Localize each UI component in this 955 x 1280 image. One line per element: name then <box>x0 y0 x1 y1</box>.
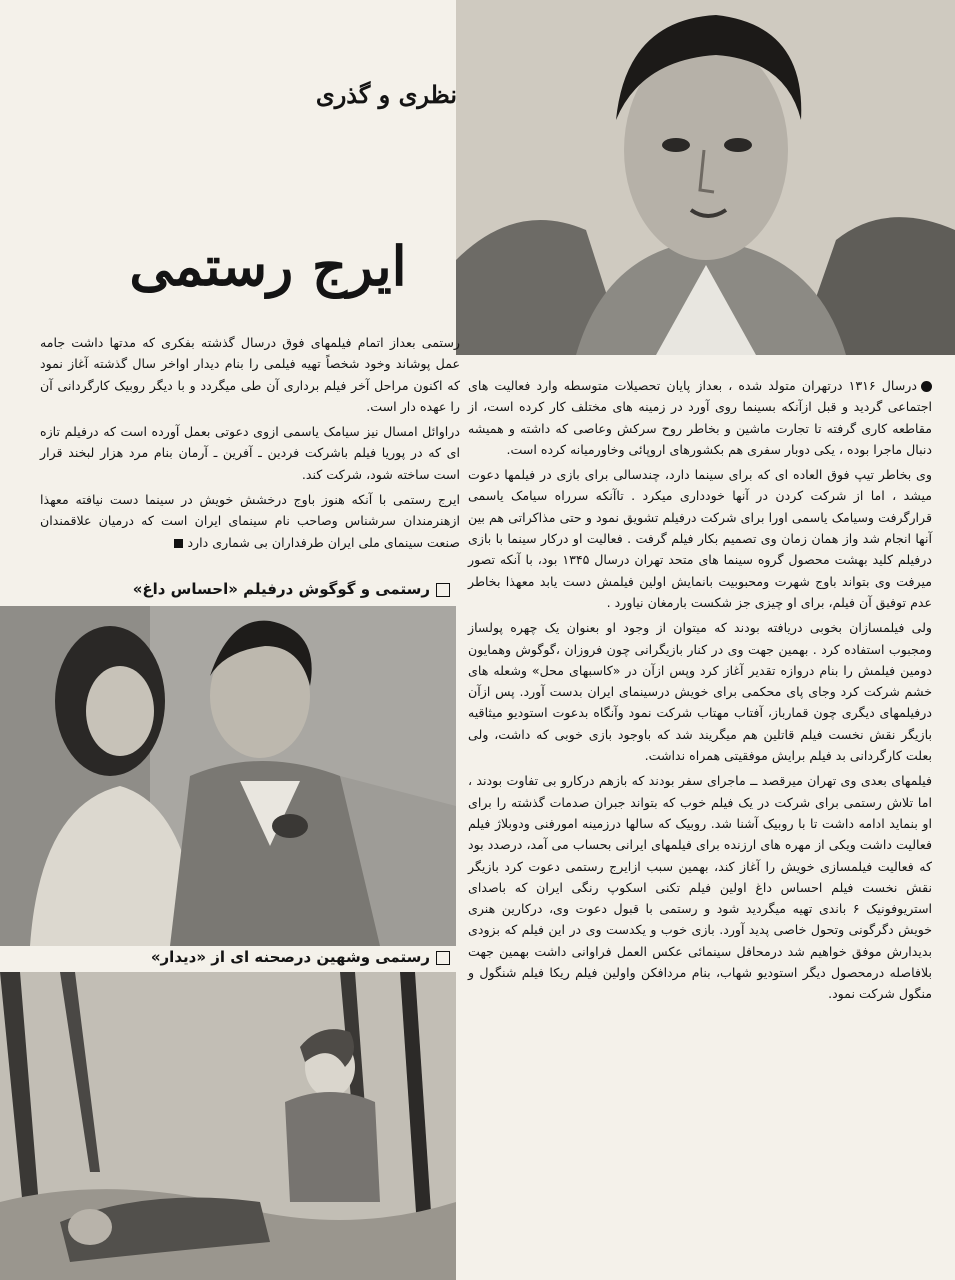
right-paragraph-4: فیلمهای بعدی وی تهران میرقصد ــ ماجرای سفر بودند که بازهم درکارو بی تفاوت بودند ، اما تلاش رستمی برای شرکت در یک فیلم خوب که بتواند جبران صدمات گذشته را برای او بنماید ادامه داشت تا با روبیک آشنا شد. روبیک که سالها درزمینه امورفنی ودوبلاژ فیلم فعالیت داشت ویکی از مهره های ارزنده برای فیلمهای ایرانی بحساب می آمد، درصدد بود که فعالیت فیلمسازی خویش را آغاز کند، بهمین سبب ازایرج رستمی دعوت کرد بازیگر نقش نخست فیلم احساس داغ اولین فیلم تکنی اسکوپ رنگی ایران که باصدای استریوفونیک ۶ باندی تهیه میگردید شود و رستمی با قبول دعوت وی، درکارین هنری خویش دگرگونی وتحول خاصی پدید آورد. بازی خوب و یکدست وی در این فیلم که بزودی بدیدارش موفق خواهیم شد درمحافل سینمائی عکس العمل فراوانی داشت بهمین جهت بلافاصله درمحصول دیگر استودیو شهاب، بنام مردافکن واولین فیلم ریکا فیلم شنگول و منگول شرکت نمود. <box>468 773 932 1002</box>
film-still-2-image <box>0 972 456 1280</box>
portrait-photo <box>456 0 955 355</box>
portrait-image <box>456 0 955 355</box>
right-paragraph-2: وی بخاطر تیپ فوق العاده ای که برای سینما دارد، چندسالی برای بازی در فیلمها دعوت میشد ، اما از شرکت کردن در آنها خودداری میکرد . تاآنکه سرراه سیامک یاسمی قرارگرفت وسیامک یاسمی اورا برای شرکت درفیلم تشویق نمود و حتی مذاکراتی هم بین آنها انجام شد واز همان زمان وی تصمیم بکار فیلم گرفت . فعالیت او درکار سینما با بازی درفیلم کلید بهشت محصول گروه سینما های متحد تهران درسال ۱۳۴۵ بود، با آنکه تصور میرفت وی بتواند باوج شهرت ومحبوبیت بانمایش اولین فیلمش دست یابد معهذا بخاطر عدم توفیق آن فیلم، برای او چیزی جز شکست بارمغان نیاورد . <box>468 467 932 610</box>
film-still-1 <box>0 606 456 946</box>
right-text-column <box>468 375 932 1255</box>
caption-box-icon <box>436 951 450 965</box>
page-title: ایرج رستمی <box>129 234 407 298</box>
bullet-icon <box>921 381 932 392</box>
film-still-2 <box>0 972 456 1280</box>
caption-still-1-text: رستمی و گوگوش درفیلم «احساس داغ» <box>132 580 430 598</box>
caption-still-1 <box>132 580 450 598</box>
end-square-icon <box>174 539 183 548</box>
left-text-column <box>40 332 460 572</box>
right-paragraph-3: ولی فیلمسازان بخوبی دریافته بودند که میتوان از وجود او بعنوان یک چهره پولساز ومجبوب استفاده کرد . بهمین جهت وی در کنار بازیگرانی چون فروزان ،گوگوش وهمایون دومین فیلمش را بنام دروازه تقدیر آغاز کرد وپس ازآن در «کاسبهای محل» وشعله های خشم شرکت کرد وجای پای محکمی برای خویش درسینمای ایران بدست آورد. پس ازآن درفیلمهای دیگری چون قمارباز، آفتاب مهتاب شرکت نمود وآنگاه بدعوت استودیو میثاقیه بازیگر نقش نخست فیلم قاتلین هم میگریند شد که باوجود بازی خوبی که داشت، ولی بعلت کارگردانی بد فیلم برایش موفقیتی همراه نداشت. <box>468 620 932 764</box>
section-label: نظری و گذری <box>315 80 457 109</box>
film-still-1-image <box>0 606 456 946</box>
left-paragraph-1: رستمی بعداز اتمام فیلمهای فوق درسال گذشته بفکری که مدتها داشت جامه عمل پوشاند وخود شخصاً تهیه فیلمی را بنام دیدار اواخر سال گذشته آغاز نمود که اکنون مراحل آخر فیلم برداری آن طی میگردد و با دیگر روبیک کارگردانی آن را عهده دار است. <box>40 335 460 414</box>
caption-still-2-text: رستمی وشهین درصحنه ای از «دیدار» <box>150 948 430 966</box>
left-paragraph-3: ایرج رستمی با آنکه هنوز باوج درخشش خویش در سینما دست نیافته معهذا ازهنرمندان سرشناس وصاحب نام سینمای ایران است که درمیان علاقمندان صنعت سینمای ملی ایران طرفداران بی شماری دارد <box>40 492 460 550</box>
left-paragraph-2: دراوائل امسال نیز سیامک یاسمی ازوی دعوتی بعمل آورده است که درفیلم تازه ای که در پوریا فیلم باشرکت فردین ـ آفرین ـ آرمان بنام مرد هزار لبخند قرار است ساخته شود، شرکت کند. <box>40 424 460 482</box>
right-paragraph-1: درسال ۱۳۱۶ درتهران متولد شده ، بعداز پایان تحصیلات متوسطه وارد فعالیت های اجتماعی گردید و قبل ازآنکه بسینما روی آورد در زمینه های مختلف کار کرده است، از مقاطعه کاری گرفته تا تجارت ماشین و بخاطر روح سرکش وعاصی که داشته و همیشه دنبال ماجرا بوده ، یکی دوبار سفری هم بکشورهای اروپائی وخاورمیانه کرده است. <box>468 378 932 457</box>
caption-box-icon <box>436 583 450 597</box>
caption-still-2 <box>150 948 450 966</box>
